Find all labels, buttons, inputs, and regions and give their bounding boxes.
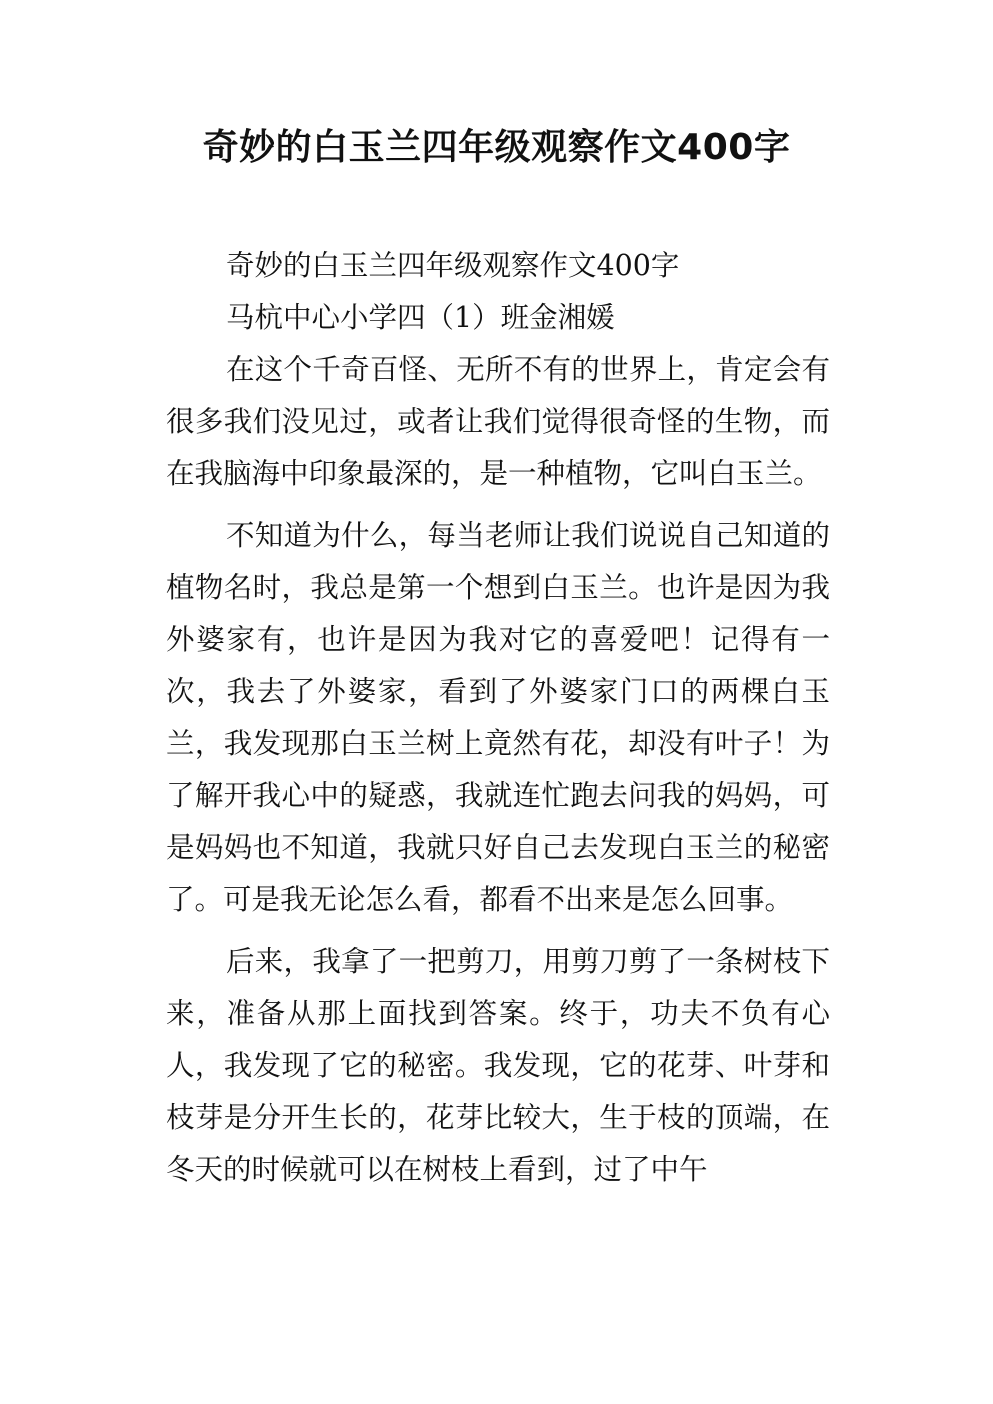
essay-author: 马杭中心小学四（1）班金湘媛 — [226, 301, 615, 334]
document-title: 奇妙的白玉兰四年级观察作文400字 — [202, 127, 791, 168]
essay-paragraph: 不知道为什么，每当老师让我们说说自己知道的植物名时，我总是第一个想到白玉兰。也许是因为我外婆家有，也许是因为我对它的喜爱吧！记得有一次，我去了外婆家，看到了外婆家门口的两棵白玉兰，我发现那白玉兰树上竟然有花，却没有叶子！为了解开我心中的疑惑，我就连忙跑去问我的妈妈，可是妈妈也不知道，我就只好自己去发现白玉兰的秘密了。可是我无论怎么看，都看不出来是怎么回事。 — [166, 519, 830, 916]
essay-paragraph: 在这个千奇百怪、无所不有的世界上，肯定会有很多我们没见过，或者让我们觉得很奇怪的生物，而在我脑海中印象最深的，是一种植物，它叫白玉兰。 — [166, 353, 830, 490]
essay-subtitle: 奇妙的白玉兰四年级观察作文400字 — [226, 249, 680, 282]
document-body — [166, 240, 830, 1196]
essay-paragraph: 后来，我拿了一把剪刀，用剪刀剪了一条树枝下来，准备从那上面找到答案。终于，功夫不负有心人，我发现了它的秘密。我发现，它的花芽、叶芽和枝芽是分开生长的，花芽比较大，生于枝的顶端，在冬天的时候就可以在树枝上看到，过了中午 — [166, 945, 830, 1186]
